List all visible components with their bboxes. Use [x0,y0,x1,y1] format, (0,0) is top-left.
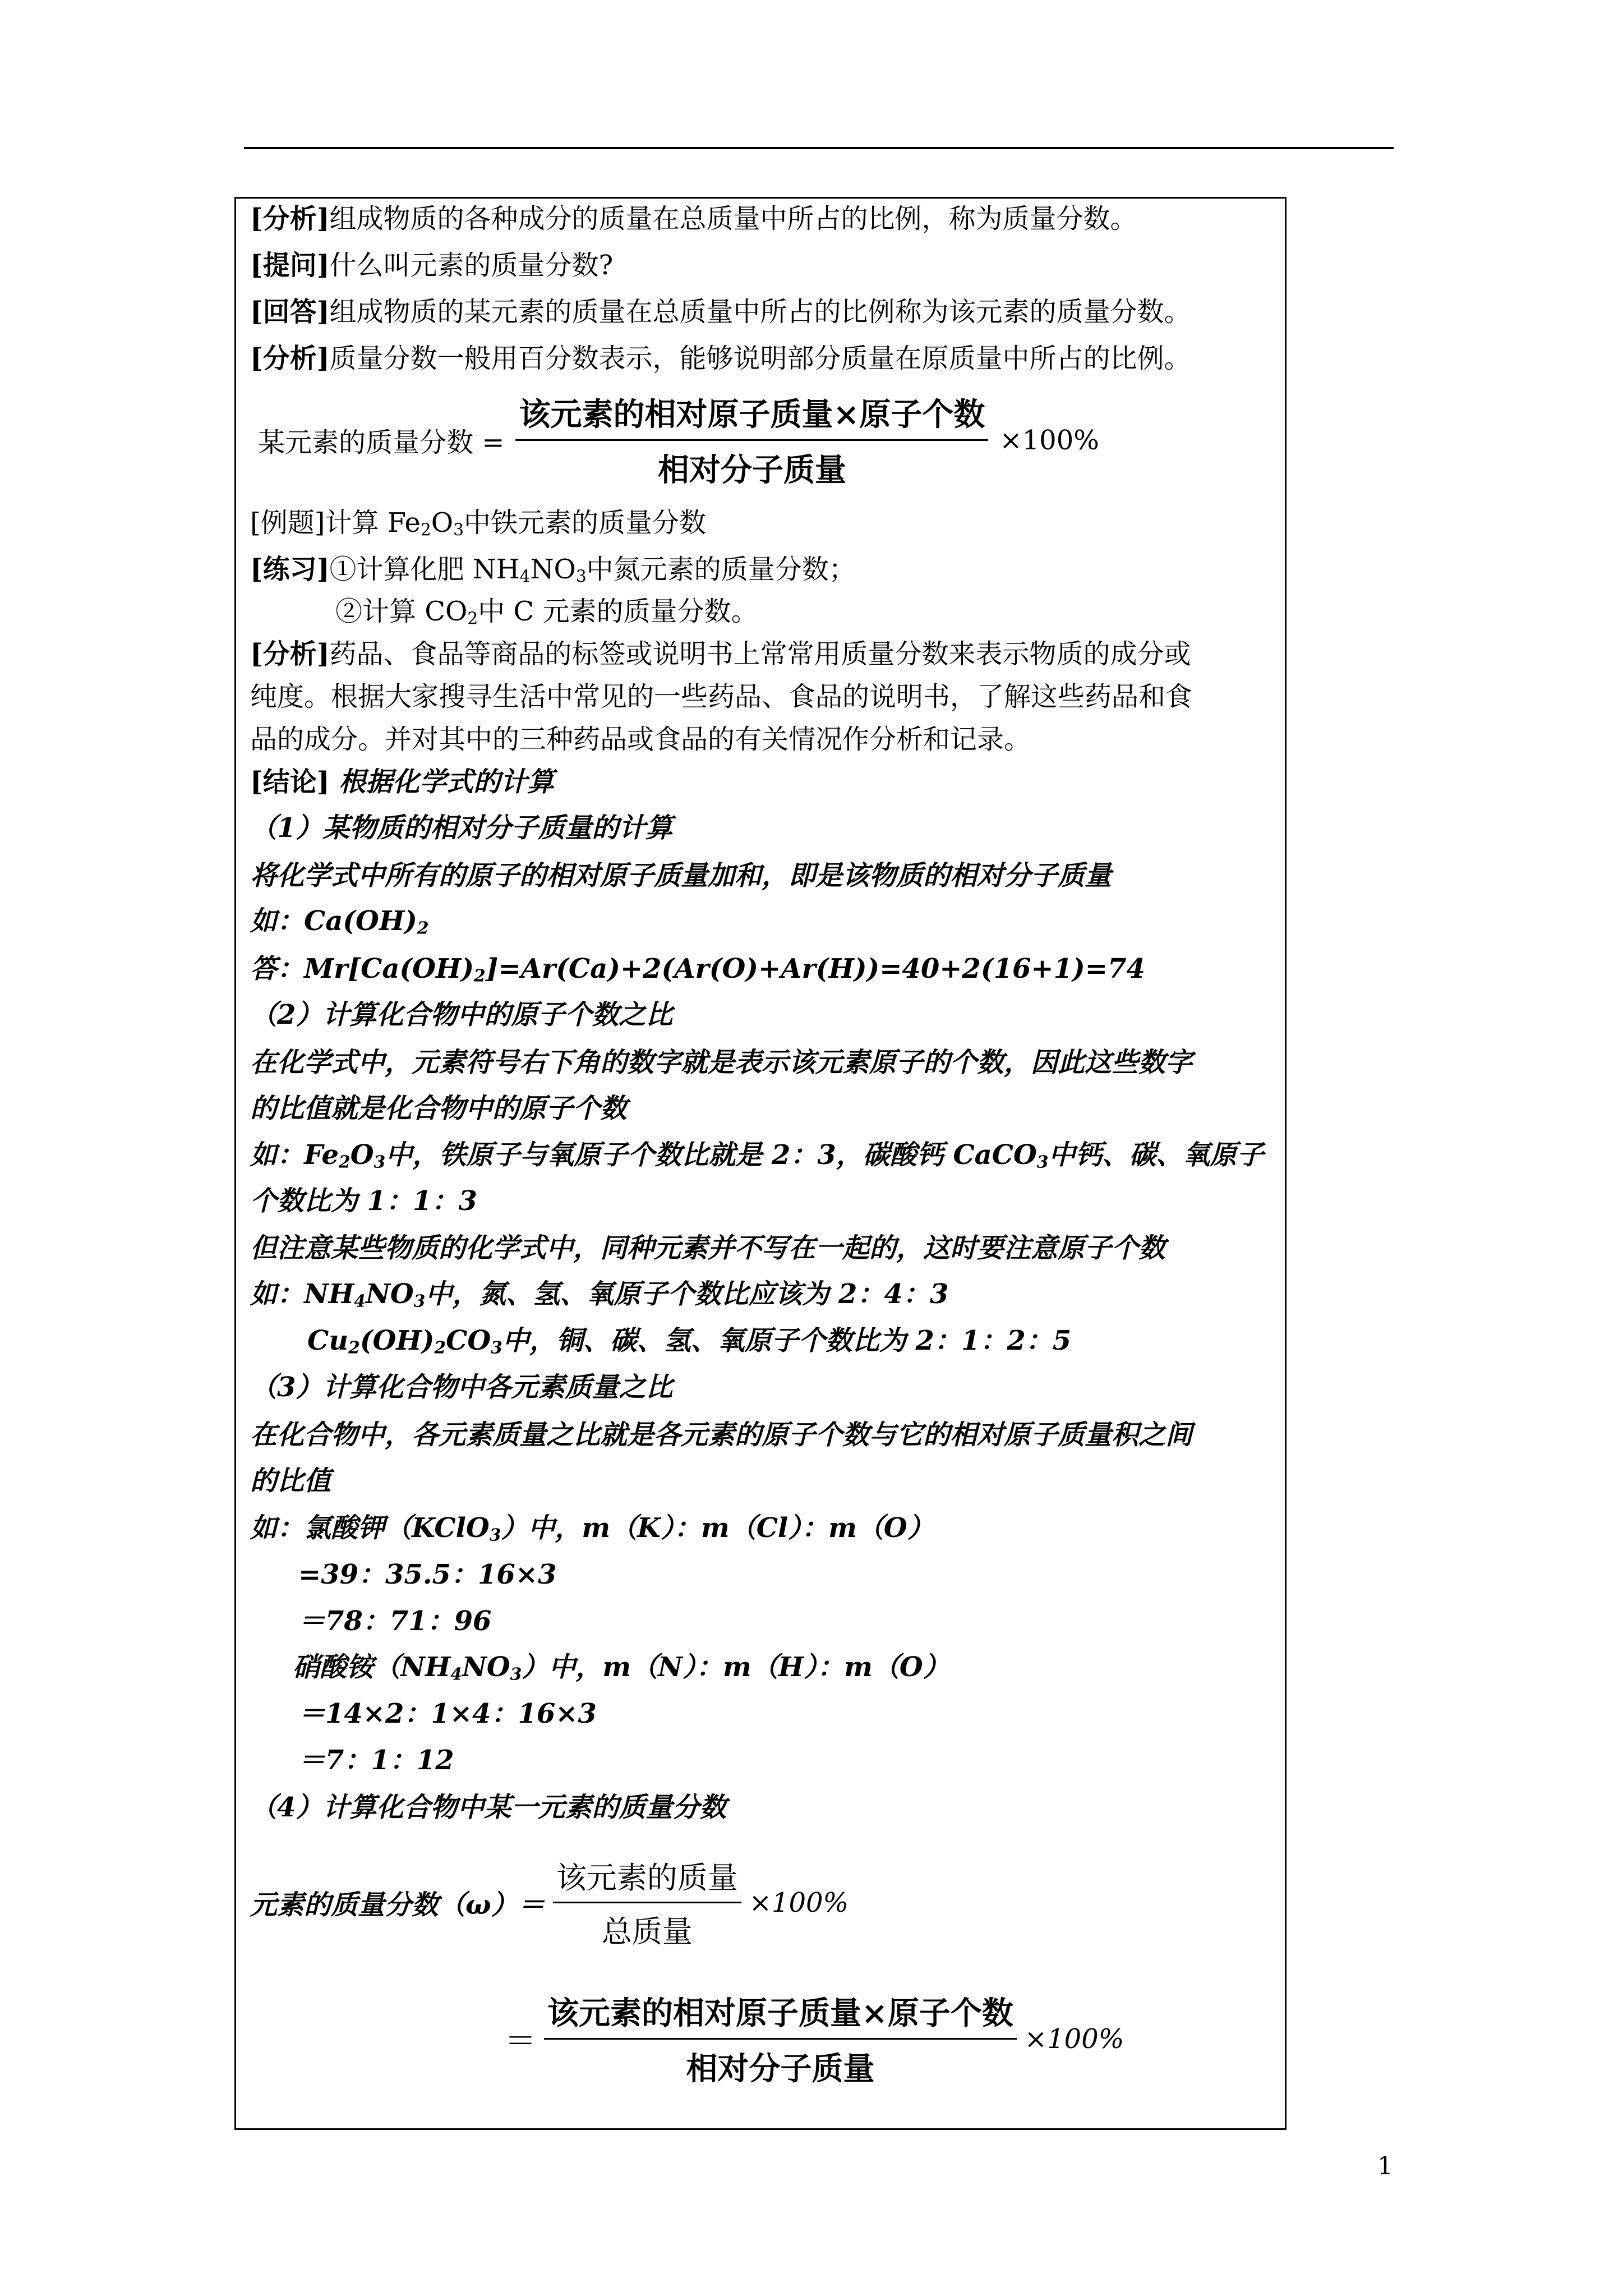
fraction [544,1989,1017,2089]
section-2-example-2: 如：$NH_4NO_3$中，氮、氢、氧原子个数比应该为 2：4：3 [250,1278,949,1312]
section-3-example-1-l3: ＝78：71：96 [298,1605,492,1637]
line-text: 组成物质的各种成分的质量在总质量中所占的比例，称为质量分数。 [329,203,1137,234]
line-conclusion: [结论] 根据化学式的计算 [250,766,555,798]
line-analysis-3: [分析]药品、食品等商品的标签或说明书上常常用质量分数来表示物质的成分或 [250,638,1191,670]
tag-question: [提问] [250,250,330,281]
line-text: 质量分数一般用百分数表示，能够说明部分质量在原质量中所占的比例。 [329,343,1191,374]
fraction-bar [515,439,988,441]
tag-answer: [回答] [250,296,330,328]
formula-label: 元素的质量分数（ω）＝ [250,1889,545,1921]
section-2-desc-1: 在化学式中，元素符号右下角的数字就是表示该元素原子的个数，因此这些数字 [250,1047,1193,1078]
header-rule [244,147,1394,149]
tag-analysis: [分析] [250,203,330,234]
line-text: 组成物质的某元素的质量在总质量中所占的比例称为该元素的质量分数。 [329,296,1191,328]
fraction-bar [553,1902,741,1903]
fraction-denominator: 总质量 [601,1914,693,1949]
section-2-note: 但注意某些物质的化学式中，同种元素并不写在一起的，这时要注意原子个数 [250,1232,1166,1264]
fraction-numerator: 该元素的相对原子质量×原子个数 [519,396,985,433]
line-analysis-3b: 纯度。根据大家搜寻生活中常见的一些药品、食品的说明书，了解这些药品和食 [250,681,1193,712]
section-2-example-1b: 个数比为 1：1：3 [250,1185,477,1217]
formula-suffix: ×100% [749,1887,849,1918]
formula-element-fraction [250,1854,849,1951]
fraction-numerator: 该元素的相对原子质量×原子个数 [547,1995,1013,2032]
section-3-example-1-l2: =39：35.5：16×3 [298,1559,557,1590]
formula-mass-fraction [258,390,1099,490]
line-analysis-1 [250,202,1137,236]
fraction-denominator: 相对分子质量 [686,2050,875,2087]
fraction-numerator: 该元素的质量 [556,1860,738,1895]
section-1-title: （1）某物质的相对分子质量的计算 [250,812,673,844]
fraction [515,390,988,490]
line-analysis-2 [250,342,1191,375]
fraction-denominator: 相对分子质量 [657,452,846,489]
section-3-example-2: 硝酸铵$(NH_4NO_3)$中，m（N）：m（H）：m（O） [293,1651,950,1685]
section-3-desc-2: 的比值 [250,1465,331,1497]
line-practice-1: [练习]①计算化肥 $NH_4NO_3$中氮元素的质量分数； [250,554,856,587]
section-1-answer: 答：$Mr[Ca(OH)_2]=Ar(Ca)+2(Ar(O)+Ar(H))=40+2(16+1)=74$ [250,953,1145,986]
fraction-bar [544,2038,1017,2040]
tag-analysis: [分析] [250,638,330,670]
section-4-title: （4）计算化合物中某一元素的质量分数 [250,1792,727,1823]
section-1-example: 如：$Ca(OH)_2$ [250,905,429,938]
line-answer [250,295,1191,329]
formula-label: 某元素的质量分数 = [258,427,505,458]
line-question [250,249,613,282]
formula-equals: ＝ [505,2023,536,2060]
line-example: [例题]计算 $Fe_2O_3$中铁元素的质量分数 [250,507,707,540]
section-3-example-2-l2: ＝14×2：1×4：16×3 [298,1698,597,1729]
tag-analysis: [分析] [250,343,330,374]
section-3-example-1: 如：氯酸钾（KClO$_3$）中，m（K）：m（Cl）：m（O） [250,1512,934,1545]
line-analysis-3c: 品的成分。并对其中的三种药品或食品的有关情况作分析和记录。 [250,724,1031,755]
section-2-title: （2）计算化合物中的原子个数之比 [250,999,673,1030]
section-2-example-3: $Cu_2(OH)_2CO_3$中，铜、碳、氢、氧原子个数比为 2：1：2：5 [307,1325,1072,1358]
section-3-example-2-l3: ＝7：1：12 [298,1745,454,1776]
formula-element-fraction-expanded [505,1989,1124,2089]
line-text: 什么叫元素的质量分数? [329,250,614,281]
line-practice-2: ②计算 $CO_2$中 C 元素的质量分数。 [335,596,758,629]
section-2-desc-2: 的比值就是化合物中的原子个数 [250,1093,628,1124]
formula-suffix: ×100% [1024,2023,1124,2055]
formula-suffix: ×100% [999,424,1099,456]
tag-practice: [练习] [250,554,330,585]
section-3-title: （3）计算化合物中各元素质量之比 [250,1372,673,1403]
tag-conclusion: [结论] [250,766,330,798]
section-1-desc: 将化学式中所有的原子的相对原子质量加和，即是该物质的相对分子质量 [250,860,1112,891]
fraction [553,1854,741,1951]
section-2-example-1: 如：$Fe_2O_3$中，铁原子与氧原子个数比就是 2：3，碳酸钙 CaCO$_3$中钙、碳、氧原子 [250,1139,1264,1172]
page-number: 1 [1377,2152,1393,2180]
section-3-desc-1: 在化合物中，各元素质量之比就是各元素的原子个数与它的相对原子质量积之间 [250,1419,1193,1451]
